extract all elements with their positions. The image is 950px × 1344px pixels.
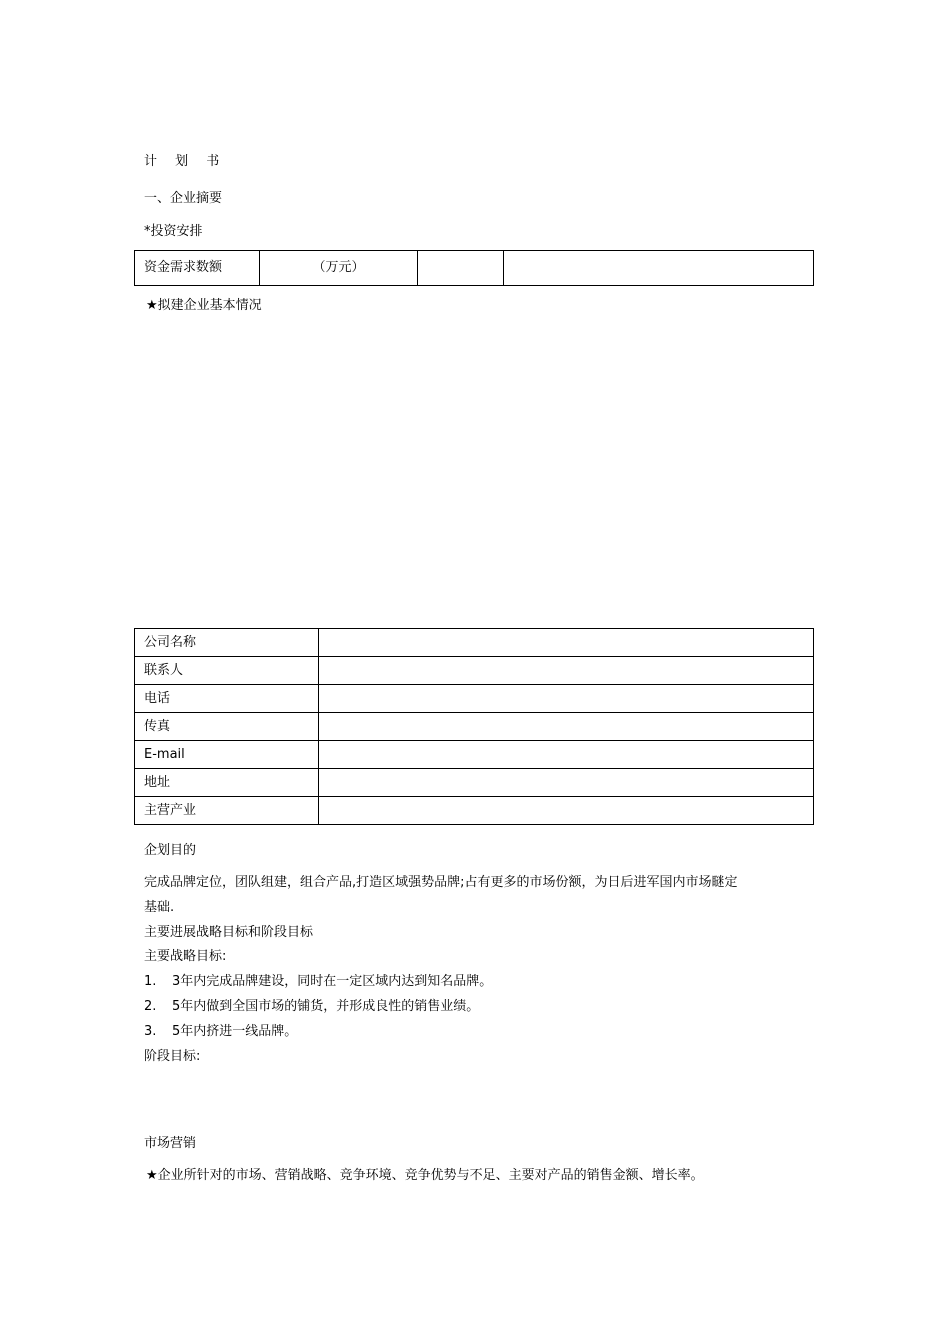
marketing-text: ★企业所针对的市场、营销战略、竞争环境、竞争优势与不足、主要对产品的销售金额、增长率。 bbox=[146, 1168, 704, 1183]
industry-value[interactable] bbox=[319, 797, 814, 825]
list-text: 3年内完成品牌建设，同时在一定区域内达到知名品牌。 bbox=[172, 974, 493, 989]
marketing-heading: 市场营销 bbox=[144, 1136, 197, 1151]
funding-cell-4[interactable] bbox=[504, 251, 814, 286]
investment-heading: *投资安排 bbox=[144, 224, 203, 239]
list-text: 5年内做到全国市场的铺货，并形成良性的销售业绩。 bbox=[172, 999, 480, 1014]
purpose-text-line-2: 基础. bbox=[144, 900, 175, 915]
company-name-label: 公司名称 bbox=[135, 629, 319, 657]
contact-value[interactable] bbox=[319, 657, 814, 685]
email-label: E-mail bbox=[135, 741, 319, 769]
phone-label: 电话 bbox=[135, 685, 319, 713]
funding-label: 资金需求数额 bbox=[135, 251, 260, 286]
list-item bbox=[144, 1023, 297, 1041]
section-heading-summary: 一、企业摘要 bbox=[144, 191, 223, 206]
table-row bbox=[135, 685, 814, 713]
funding-unit: （万元） bbox=[260, 251, 418, 286]
table-row bbox=[135, 629, 814, 657]
phone-value[interactable] bbox=[319, 685, 814, 713]
list-text: 5年内挤进一线品牌。 bbox=[172, 1024, 298, 1039]
contact-label: 联系人 bbox=[135, 657, 319, 685]
list-item bbox=[144, 998, 479, 1016]
main-goal-label: 主要战略目标: bbox=[144, 949, 227, 964]
strategy-heading: 主要进展战略目标和阶段目标 bbox=[144, 925, 314, 940]
list-number: 1. bbox=[144, 974, 157, 989]
purpose-heading: 企划目的 bbox=[144, 843, 197, 858]
stage-goal-label: 阶段目标: bbox=[144, 1049, 201, 1064]
table-row bbox=[135, 251, 814, 286]
table-row bbox=[135, 657, 814, 685]
fax-value[interactable] bbox=[319, 713, 814, 741]
company-name-value[interactable] bbox=[319, 629, 814, 657]
document-title: 计 划 书 bbox=[144, 154, 227, 169]
list-number: 3. bbox=[144, 1024, 157, 1039]
table-row bbox=[135, 769, 814, 797]
fax-label: 传真 bbox=[135, 713, 319, 741]
funding-cell-3[interactable] bbox=[418, 251, 504, 286]
company-info-table bbox=[134, 628, 814, 825]
table-row bbox=[135, 741, 814, 769]
table-row bbox=[135, 713, 814, 741]
address-label: 地址 bbox=[135, 769, 319, 797]
investment-table bbox=[134, 250, 814, 286]
address-value[interactable] bbox=[319, 769, 814, 797]
list-item bbox=[144, 973, 492, 991]
basic-info-heading: ★拟建企业基本情况 bbox=[146, 298, 262, 313]
table-row bbox=[135, 797, 814, 825]
email-value[interactable] bbox=[319, 741, 814, 769]
industry-label: 主营产业 bbox=[135, 797, 319, 825]
list-number: 2. bbox=[144, 999, 157, 1014]
purpose-text-line-1: 完成品牌定位，团队组建，组合产品,打造区域强势品牌;占有更多的市场份额，为日后进军国内市场瞇定 bbox=[144, 875, 738, 890]
